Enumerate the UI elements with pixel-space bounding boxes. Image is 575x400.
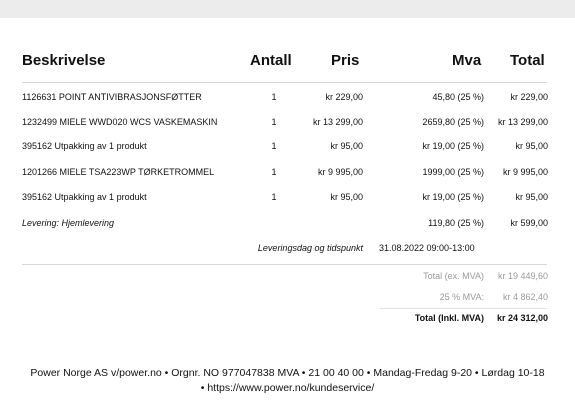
row-price: kr 95,00 (330, 141, 363, 151)
row-quantity: 1 (271, 192, 277, 202)
total-inc-vat-value: kr 24 312,00 (496, 313, 548, 323)
row-price: kr 9 995,00 (317, 167, 363, 177)
row-vat: 1999,00 (25 %) (422, 167, 484, 177)
row-description: 395162 Utpakking av 1 produkt (22, 192, 147, 202)
company-footer (10, 366, 565, 396)
total-inc-vat-label: Total (Inkl. MVA) (414, 313, 484, 323)
delivery-time-value: 31.08.2022 09:00-13:00 (379, 243, 475, 253)
delivery-vat: 119,80 (25 %) (428, 218, 484, 228)
row-vat: 2659,80 (25 %) (422, 117, 484, 127)
row-total: kr 9 995,00 (502, 167, 548, 177)
row-quantity: 1 (271, 117, 277, 127)
row-description: 1201266 MIELE TSA223WP TØRKETROMMEL (22, 167, 215, 177)
row-total: kr 95,00 (515, 141, 548, 151)
row-price: kr 229,00 (325, 92, 363, 102)
header-description: Beskrivelse (22, 52, 106, 69)
row-total: kr 229,00 (510, 92, 548, 102)
invoice-page (0, 18, 575, 400)
row-quantity: 1 (271, 141, 277, 151)
row-total: kr 95,00 (515, 192, 548, 202)
header-vat: Mva (452, 52, 482, 69)
footer-line-2: • https://www.power.no/kundeservice/ (200, 382, 375, 394)
row-vat: 45,80 (25 %) (432, 92, 484, 102)
row-total: kr 13 299,00 (497, 117, 548, 127)
row-vat: kr 19,00 (25 %) (422, 141, 484, 151)
summary-divider (22, 264, 547, 265)
row-price: kr 95,00 (330, 192, 363, 202)
row-description: 395162 Utpakking av 1 produkt (22, 141, 147, 151)
row-description: 1232499 MIELE WWD020 WCS VASKEMASKIN (22, 117, 218, 127)
delivery-label: Levering: Hjemlevering (22, 218, 115, 228)
header-total: Total (510, 52, 545, 69)
total-ex-vat-label: Total (ex. MVA) (423, 271, 484, 281)
row-quantity: 1 (271, 92, 277, 102)
summary-inner-divider (380, 308, 547, 309)
delivery-time-label: Leveringsdag og tidspunkt (257, 243, 363, 253)
footer-line-1: Power Norge AS v/power.no • Orgnr. NO 977047838 MVA • 21 00 40 00 • Mandag-Fredag 9-20 • Lørdag 10-18 (30, 367, 545, 379)
row-quantity: 1 (271, 167, 277, 177)
header-quantity: Antall (250, 52, 292, 69)
total-ex-vat-value: kr 19 449,60 (497, 271, 548, 281)
vat-label: 25 % MVA: (439, 292, 484, 302)
delivery-total: kr 599,00 (510, 218, 548, 228)
row-description: 1126631 POINT ANTIVIBRASJONSFØTTER (22, 92, 202, 102)
row-price: kr 13 299,00 (312, 117, 363, 127)
header-divider (22, 82, 547, 83)
vat-value: kr 4 862,40 (502, 292, 548, 302)
row-vat: kr 19,00 (25 %) (422, 192, 484, 202)
header-price: Pris (331, 52, 360, 69)
